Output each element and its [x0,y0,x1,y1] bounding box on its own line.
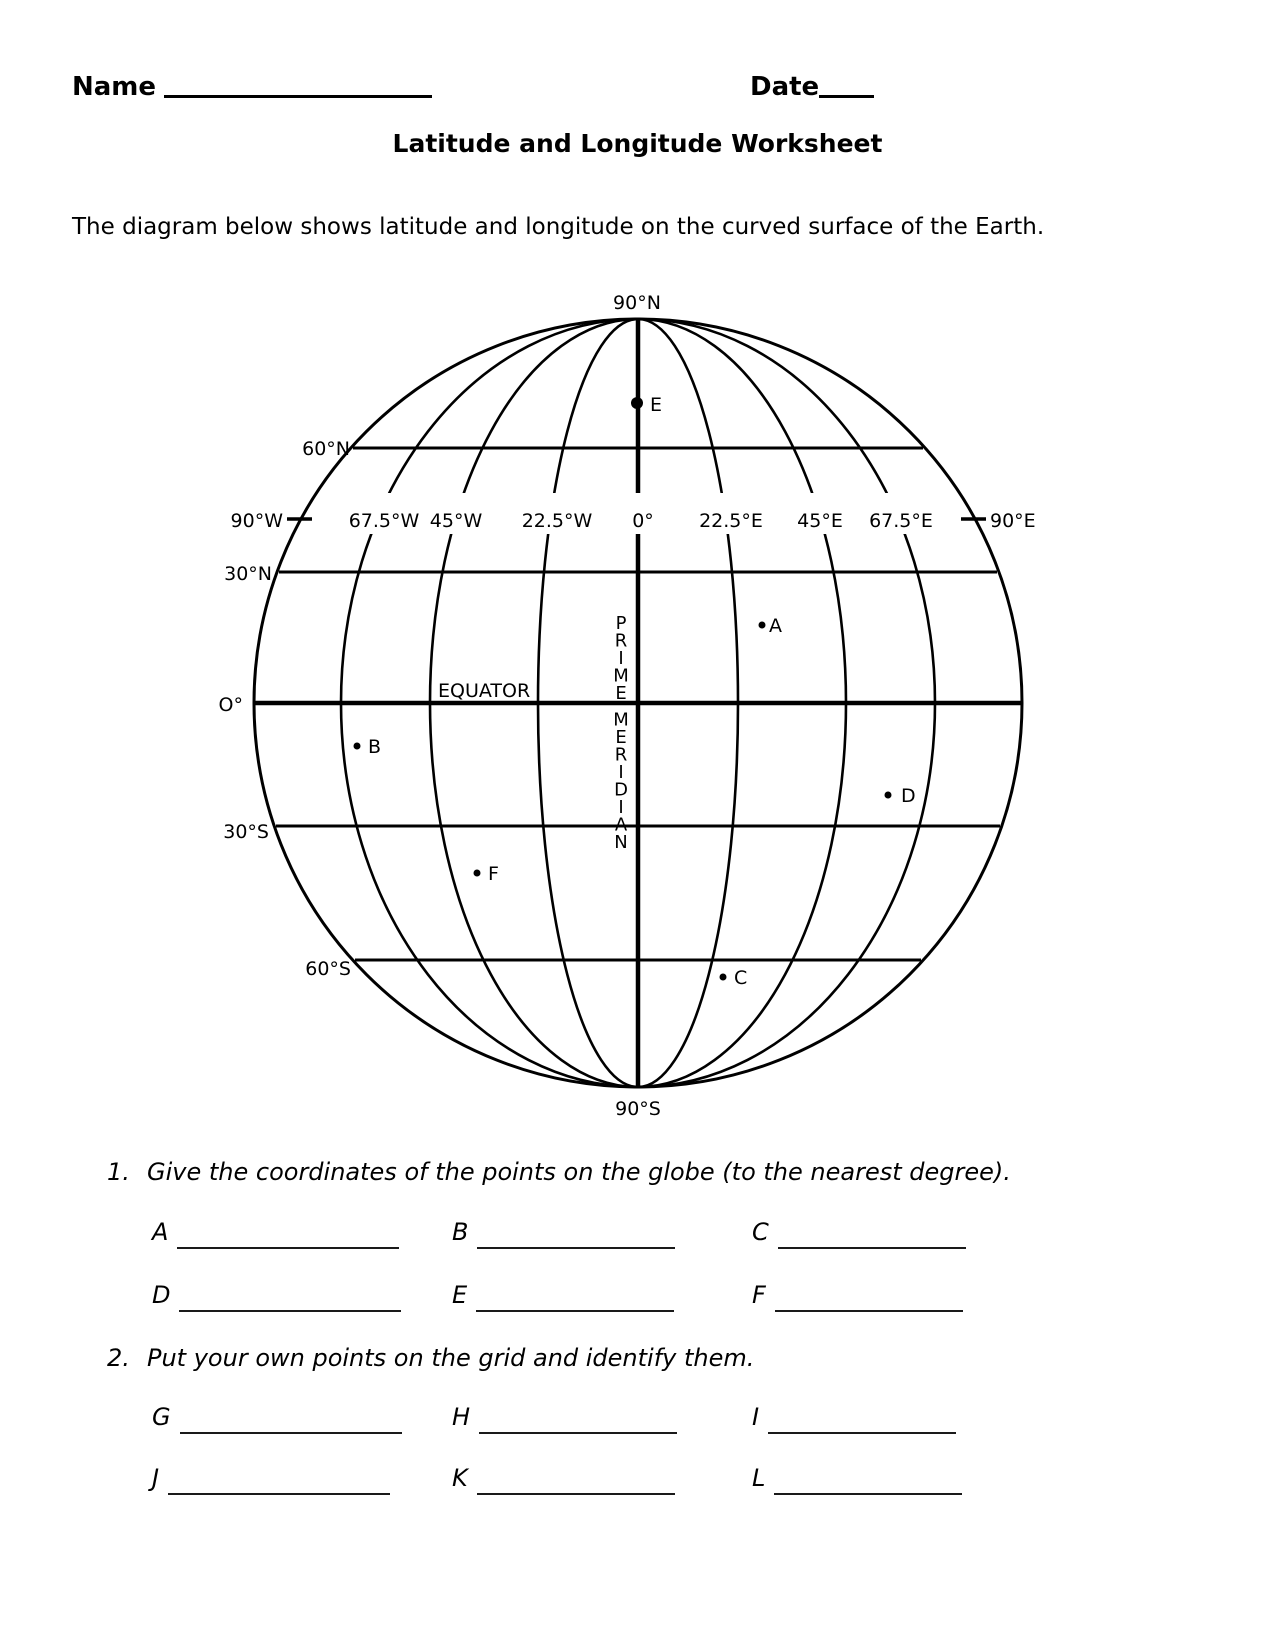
longitude-label-45e: 45°E [797,510,843,532]
blank-line-h[interactable] [479,1432,677,1434]
blank-letter-h: H [452,1403,471,1431]
blank-letter-j: J [152,1464,160,1492]
longitude-label-67-5w: 67.5°W [348,510,420,532]
equator-label: EQUATOR [438,680,531,702]
latitude-label-0: O° [218,694,243,716]
name-label: Name [72,72,157,102]
blank-line-l[interactable] [774,1493,962,1495]
longitude-label-90w: 90°W [230,510,283,532]
point-dot-f [474,870,481,877]
question-1-text: Give the coordinates of the points on the globe (to the nearest degree). [147,1158,1011,1186]
longitude-label-90e: 90°E [990,510,1036,532]
latitude-label-60s: 60°S [305,958,351,980]
prime-meridian-label: P R I M E M E R I D I A N [613,613,629,853]
blank-line-k[interactable] [477,1493,675,1495]
question-1-number: 1. [107,1158,130,1186]
north-pole-label: 90°N [613,292,661,314]
date-label: Date [750,72,820,102]
blank-line-g[interactable] [180,1432,402,1434]
page-title: Latitude and Longitude Worksheet [392,129,883,158]
answer-cell-c [752,1220,966,1245]
blank-letter-d: D [152,1281,171,1309]
longitude-label-22-5e: 22.5°E [699,510,763,532]
blank-line-b[interactable] [477,1247,675,1249]
blank-line-c[interactable] [778,1247,966,1249]
blank-letter-l: L [752,1464,766,1492]
question-1 [107,1158,1011,1186]
answer-cell-b [452,1220,675,1245]
point-label-b: B [368,736,382,758]
answer-cell-h [452,1405,677,1430]
longitude-label-67-5e: 67.5°E [869,510,933,532]
question-2-number: 2. [107,1344,130,1372]
point-label-f: F [488,863,499,885]
blank-letter-e: E [452,1281,468,1309]
blank-line-j[interactable] [168,1493,390,1495]
point-dot-d [885,792,892,799]
question-2-text: Put your own points on the grid and identify them. [147,1344,755,1372]
blank-letter-c: C [752,1218,769,1246]
blank-letter-i: I [752,1403,760,1431]
answer-cell-d [152,1283,401,1308]
answer-cell-f [752,1283,963,1308]
answer-cell-e [452,1283,674,1308]
blank-line-e[interactable] [476,1310,674,1312]
blank-letter-f: F [752,1281,766,1309]
point-dot-e [631,397,643,409]
answer-cell-a [152,1220,399,1245]
latitude-label-60n: 60°N [302,438,350,460]
blank-letter-a: A [152,1218,169,1246]
latitude-label-30n: 30°N [224,563,272,585]
answer-cell-k [452,1466,675,1491]
longitude-label-22-5w: 22.5°W [521,510,593,532]
answer-cell-i [752,1405,956,1430]
point-label-d: D [901,785,916,807]
question-2 [107,1344,754,1372]
south-pole-label: 90°S [615,1098,661,1120]
blank-letter-b: B [452,1218,469,1246]
intro-text: The diagram below shows latitude and longitude on the curved surface of the Earth. [72,214,1045,240]
point-label-e: E [650,394,663,416]
answer-cell-g [152,1405,402,1430]
point-dot-a [759,622,766,629]
longitude-label-45w: 45°W [429,510,483,532]
point-dot-c [720,974,727,981]
point-dot-b [354,743,361,750]
blank-line-f[interactable] [775,1310,963,1312]
blank-line-i[interactable] [768,1432,956,1434]
latitude-label-30s: 30°S [223,821,269,843]
blank-line-d[interactable] [179,1310,401,1312]
blank-letter-g: G [152,1403,171,1431]
answer-cell-j [152,1466,390,1491]
point-label-c: C [734,967,748,989]
point-label-a: A [769,615,782,637]
longitude-label-0: 0° [632,510,654,532]
blank-letter-k: K [452,1464,468,1492]
answer-cell-l [752,1466,962,1491]
blank-line-a[interactable] [177,1247,399,1249]
